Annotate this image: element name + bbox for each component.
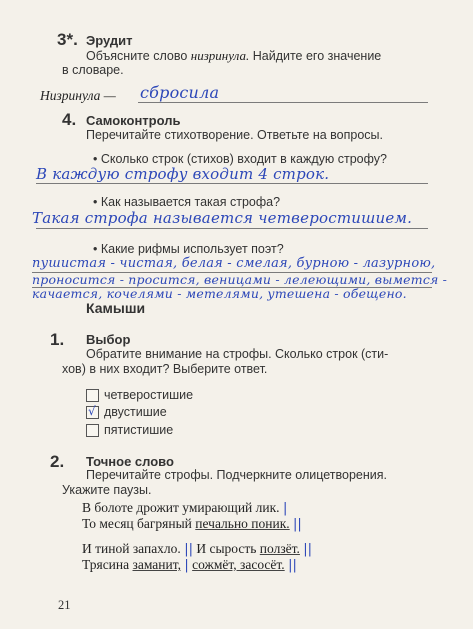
task1-instructions-line1: Обратите внимание на строфы. Сколько строк (сти-: [86, 347, 389, 361]
option-label-quatrain: четверостишие: [104, 388, 194, 402]
poem-text: В болоте: [82, 500, 134, 515]
page-number: 21: [58, 598, 71, 612]
task2-instructions-line2: Укажите паузы.: [62, 483, 152, 497]
task3-instr-text: Объясните слово: [86, 49, 188, 63]
option-checkbox-couplet[interactable]: [86, 406, 99, 419]
poem-personification-underlined: заманит,: [132, 557, 181, 572]
task3-instr-rest: Найдите его значение: [252, 49, 382, 63]
task3-instr-word: низринула.: [190, 48, 250, 63]
task2-title: Точное слово: [86, 454, 174, 469]
pause-mark: |: [184, 558, 189, 573]
task3-title: Эрудит: [86, 33, 133, 48]
poem-text: умирающий лик.: [182, 500, 280, 515]
task3-answer-line: [138, 102, 428, 103]
poem-personification: дрожит: [136, 500, 179, 515]
poem-stanza1-line2: [82, 516, 302, 532]
poem-text: И сырость: [196, 541, 257, 556]
task3-instructions-line1: [86, 48, 381, 64]
task1-title: Выбор: [86, 332, 131, 347]
task4-answer2-line: [36, 228, 428, 229]
poem-text: И тиной запахло.: [82, 541, 181, 556]
task4-instructions: Перечитайте стихотворение. Ответьте на вопросы.: [86, 128, 383, 142]
poem-stanza1-line1: [82, 500, 287, 516]
task2-number: 2.: [50, 452, 65, 471]
task4-answer3-line2: проносится - просится, веницами - лелеющими, вымется -: [32, 272, 448, 287]
section-title: Камыши: [86, 300, 146, 316]
task4-question2: • Как называется такая строфа?: [93, 195, 281, 209]
task4-answer2-handwritten: Такая строфа называется четверостишием.: [32, 209, 413, 227]
task4-question1: • Сколько строк (стихов) входит в каждую строфу?: [93, 152, 387, 166]
task2-instructions-line1: Перечитайте строфы. Подчеркните олицетворения.: [86, 468, 387, 482]
option-label-quintain: пятистишие: [104, 423, 174, 437]
poem-stanza2-line2: [82, 557, 297, 573]
pause-mark: ||: [293, 517, 302, 532]
option-checkbox-quatrain[interactable]: [86, 389, 99, 402]
poem-personification-underlined: ползёт.: [259, 541, 300, 556]
poem-personification-underlined: печально поник.: [195, 516, 290, 531]
poem-personification-underlined: сожмёт, засосёт.: [192, 557, 285, 572]
option-checkbox-quintain[interactable]: [86, 424, 99, 437]
task4-answer3-line3: качается, кочелями - метелями, утешена - обещено.: [32, 286, 407, 301]
poem-text: Трясина: [82, 557, 130, 572]
option-label-couplet: двустишие: [104, 405, 167, 419]
task3-instructions-line2: в словаре.: [62, 63, 124, 77]
poem-text: То месяц багряный: [82, 516, 192, 531]
task3-handwritten-answer: сбросила: [140, 83, 220, 102]
task3-number: 3*.: [57, 30, 78, 49]
task4-answer1-line: [36, 183, 428, 184]
pause-mark: ||: [303, 542, 313, 557]
check-mark-icon: √: [88, 404, 96, 418]
task4-title: Самоконтроль: [86, 113, 181, 128]
task4-answer1-handwritten: В каждую строфу входит 4 строк.: [36, 165, 330, 183]
task1-number: 1.: [50, 330, 65, 349]
pause-mark: ||: [288, 558, 297, 573]
task3-answer-label: Низринула —: [40, 88, 116, 103]
poem-stanza2-line1: [82, 541, 312, 557]
pause-mark: ||: [184, 542, 193, 557]
task1-instructions-line2: хов) в них входит? Выберите ответ.: [62, 362, 268, 376]
task4-question3: • Какие рифмы использует поэт?: [93, 242, 284, 256]
pause-mark: |: [282, 501, 288, 516]
task4-number: 4.: [62, 110, 77, 129]
task4-answer3-line1: пушистая - чистая, белая - смелая, бурною - лазурною,: [32, 256, 436, 271]
